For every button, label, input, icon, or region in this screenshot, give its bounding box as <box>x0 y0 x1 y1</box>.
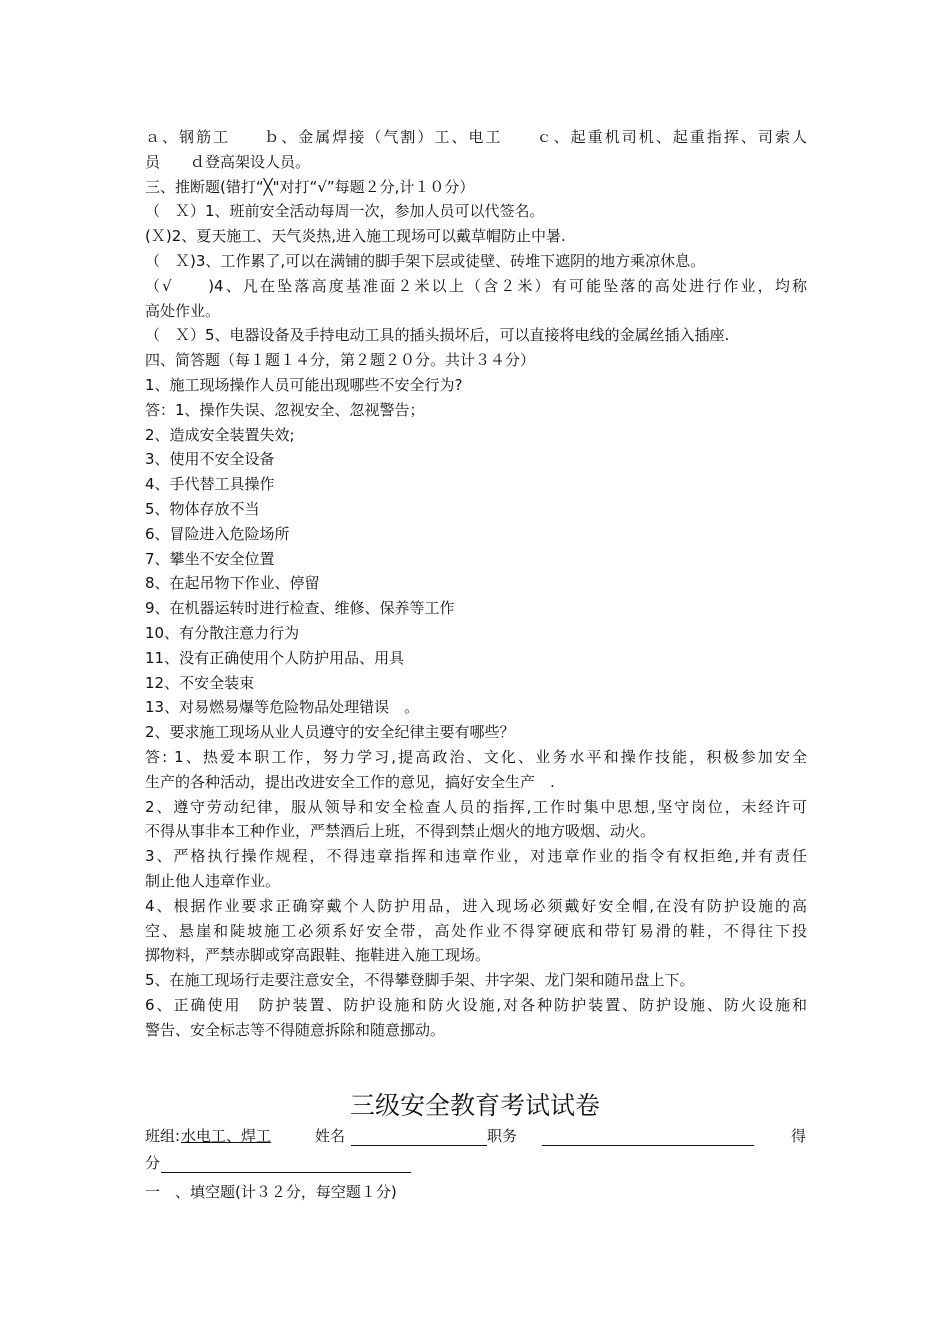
text-line: 5、物体存放不当 <box>145 499 260 518</box>
score-label-part2: 分 <box>145 1154 161 1172</box>
text-line: 4、根据作业要求正确穿戴个人防护用品，进入现场必须戴好安全帽,在没有防护设施的高 <box>145 896 807 915</box>
text-line: （ Ｘ）1、班前安全活动每周一次，参加人员可以代签名。 <box>145 202 545 221</box>
text-line: 四、简答题（每１题１４分，第２题２０分。共计３４分） <box>145 351 536 370</box>
score-row <box>145 1151 160 1175</box>
text-line: (Ｘ)2、夏天施工、天气炎热,进入施工现场可以戴草帽防止中暑. <box>145 227 566 246</box>
text-line: 不得从事非本工种作业，严禁酒后上班，不得到禁止烟火的地方吸烟、动火。 <box>145 822 656 841</box>
text-line: 生产的各种活动，提出改进安全工作的意见，搞好安全生产 . <box>145 772 555 791</box>
text-line: 9、在机器运转时进行检查、维修、保养等工作 <box>145 599 455 618</box>
name-blank <box>351 1145 487 1146</box>
text-line: 制止他人违章作业。 <box>145 871 281 890</box>
text-line: 警告、安全标志等不得随意拆除和随意挪动。 <box>145 1020 446 1039</box>
score-label-part1: 得 <box>791 1127 807 1145</box>
text-line: 4、手代替工具操作 <box>145 475 275 494</box>
position-label: 职务 <box>487 1127 518 1145</box>
text-line: 答：1、操作失误、忽视安全、忽视警告； <box>145 400 425 419</box>
text-line: 5、在施工现场行走要注意安全，不得攀登脚手架、井字架、龙门架和随吊盘上下。 <box>145 971 695 990</box>
section-one-heading: 一 、填空题(计３２分，每空题１分) <box>145 1183 397 1201</box>
text-line: （ Ｘ)3、工作累了,可以在满铺的脚手架下层或徒壁、砖堆下遮阴的地方乘凉休息。 <box>145 251 706 270</box>
text-line: 答: 1、热爱本职工作，努力学习,提高政治、文化、业务水平和操作技能，积极参加安全 <box>145 747 807 766</box>
text-line: 2、要求施工现场从业人员遵守的安全纪律主要有哪些？ <box>145 723 515 742</box>
text-line: 3、使用不安全设备 <box>145 450 275 469</box>
text-line: 3、严格执行操作规程，不得违章指挥和违章作业，对违章作业的指令有权拒绝,并有责任 <box>145 847 807 866</box>
group-label: 班组: <box>145 1127 181 1145</box>
document-body <box>145 125 807 1042</box>
text-line: ａ、钢筋工 ｂ、金属焊接（气割）工、电工 ｃ、起重机司机、起重指挥、司索人 <box>145 128 807 146</box>
exam-title: 三级安全教育考试试卷 <box>349 1091 600 1120</box>
text-line: 7、攀坐不安全位置 <box>145 549 275 568</box>
exam-header-row <box>145 1124 807 1148</box>
text-line: 2、造成安全装置失效; <box>145 425 295 444</box>
text-line: 13、对易燃易爆等危险物品处理错误 。 <box>145 698 420 717</box>
text-line: 1、施工现场操作人员可能出现哪些不安全行为? <box>145 375 463 394</box>
position-blank <box>542 1145 754 1146</box>
text-line: 10、有分散注意力行为 <box>145 623 300 642</box>
text-line: 员 ｄ登高架设人员。 <box>145 152 311 171</box>
text-line: 6、正确使用 防护装置、防护设施和防火设施,对各种防护装置、防护设施、防火设施和 <box>145 995 807 1014</box>
group-value: 水电工、焊工 <box>181 1127 272 1145</box>
name-label: 姓名 <box>315 1127 346 1145</box>
text-line: 空、悬崖和陡坡施工必须系好安全带，高处作业不得穿硬底和带钉易滑的鞋，不得往下投 <box>145 921 807 940</box>
text-line: 掷物料，严禁赤脚或穿高跟鞋、拖鞋进入施工现场。 <box>145 946 491 965</box>
text-line: 12、不安全装束 <box>145 673 255 692</box>
text-line: 三、推断题(错打“╳"对打“√”每题２分,计１０分） <box>145 177 475 196</box>
text-line: 2、遵守劳动纪律，服从领导和安全检查人员的指挥,工作时集中思想,坚守岗位，未经许可 <box>145 797 807 816</box>
text-line: （√ )4、凡在坠落高度基准面２米以上（含２米）有可能坠落的高处进行作业，均称 <box>145 276 807 295</box>
text-line: （ Ｘ）5、电器设备及手持电动工具的插头损坏后，可以直接将电线的金属丝插入插座. <box>145 326 730 345</box>
text-line: 高处作业。 <box>145 301 221 320</box>
text-line: 6、冒险进入危险场所 <box>145 524 290 543</box>
text-line: 8、在起吊物下作业、停留 <box>145 574 320 593</box>
score-blank <box>161 1172 411 1173</box>
text-line: 11、没有正确使用个人防护用品、用具 <box>145 648 405 667</box>
